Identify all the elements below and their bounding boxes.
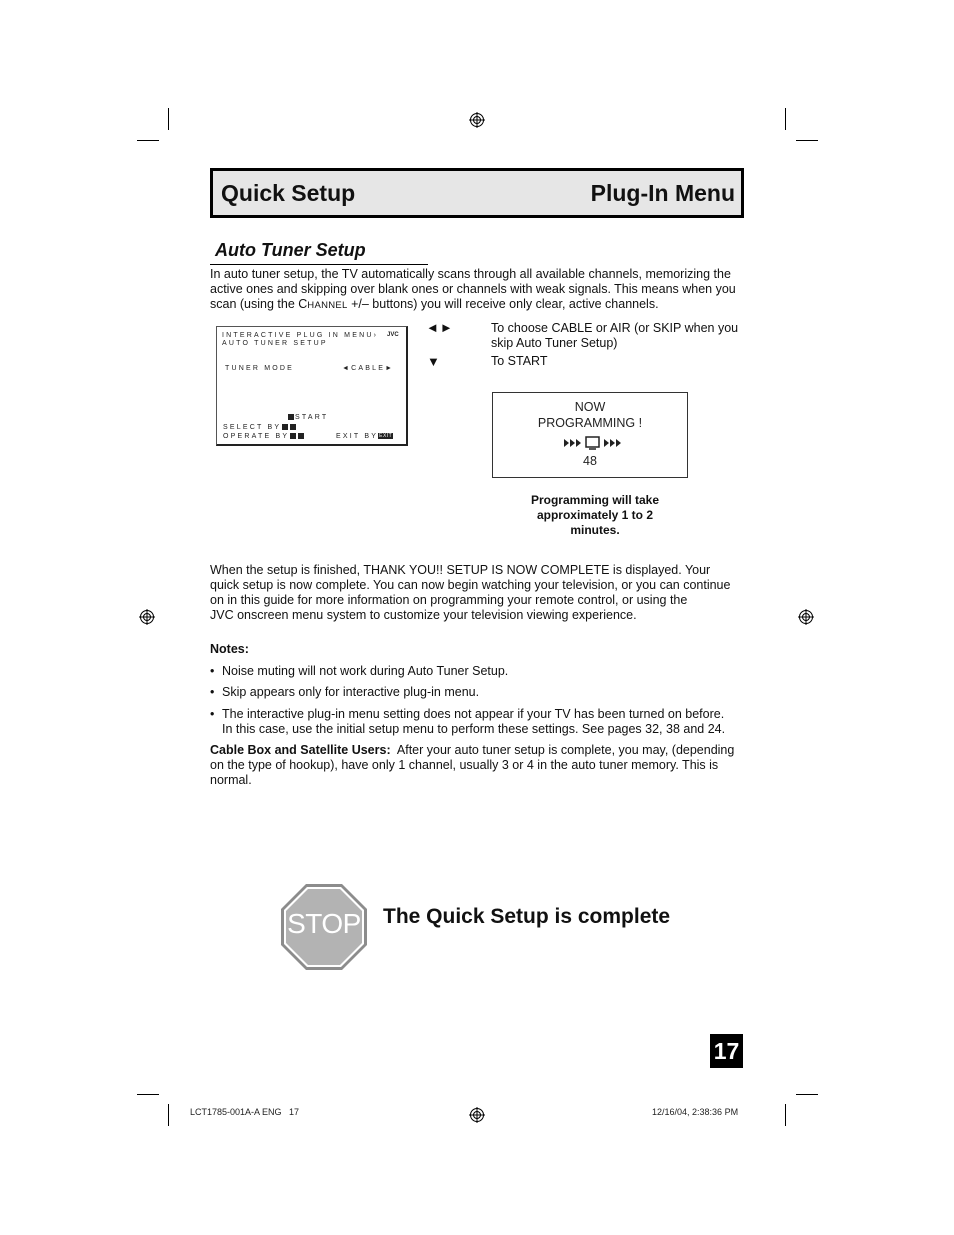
section-title: Auto Tuner Setup bbox=[215, 240, 366, 260]
programming-line: NOW bbox=[574, 400, 606, 414]
header-title-right: Plug-In Menu bbox=[590, 180, 735, 206]
right-arrow-icon: ► bbox=[385, 365, 395, 372]
finish-paragraph: When the setup is finished, THANK YOU!! SETUP IS NOW COMPLETE is displayed. Your quick setup is now complete. You can now begin watching your television, or you can continue on in this guide for more information on programming your remote control, or using the JVC onscreen menu system to customize your television viewing experience. bbox=[210, 563, 731, 622]
notes-title: Notes: bbox=[210, 642, 249, 656]
crop-mark bbox=[137, 1094, 159, 1095]
page-number: 17 bbox=[710, 1034, 743, 1068]
registration-mark-icon bbox=[469, 1107, 485, 1123]
section-rule bbox=[210, 264, 428, 265]
cable-paragraph: Cable Box and Satellite Users: After your auto tuner setup is complete, you may, (depending on the type of hookup), have only 1 channel, usually 3 or 4 in the auto tuner memory. This is normal. bbox=[210, 743, 735, 787]
bullet-icon: • bbox=[210, 664, 215, 678]
tuner-mode-label: TUNER MODE bbox=[225, 365, 295, 372]
intro-text: scan (using the C bbox=[210, 297, 308, 311]
tv-menu-subtitle: AUTO TUNER SETUP bbox=[222, 340, 328, 347]
jvc-logo: JVC bbox=[387, 332, 399, 338]
intro-line: In auto tuner setup, the TV automatically scans through all available channels, memorizing the bbox=[210, 267, 731, 281]
down-arrow-icon: ▼ bbox=[427, 354, 440, 369]
header-title-left: Quick Setup bbox=[221, 180, 356, 206]
tv-scan-icon bbox=[564, 436, 622, 450]
registration-mark-icon bbox=[469, 112, 485, 128]
select-hint: SELECT BY bbox=[223, 424, 297, 431]
crop-mark bbox=[785, 1104, 786, 1126]
footer-left: LCT1785-001A-A ENG 17 bbox=[190, 1107, 300, 1117]
bullet-icon: • bbox=[210, 707, 215, 721]
crop-mark bbox=[168, 108, 169, 130]
exit-hint: EXIT BYEXIT bbox=[336, 433, 393, 440]
programming-line: PROGRAMMING ! bbox=[537, 416, 643, 430]
up-key-icon bbox=[282, 424, 288, 430]
intro-line bbox=[210, 297, 750, 313]
instruction-item: To choose CABLE or AIR (or SKIP when you skip Auto Tuner Setup) bbox=[491, 321, 739, 350]
right-key-icon bbox=[298, 433, 304, 439]
crop-mark bbox=[796, 140, 818, 141]
page-header bbox=[210, 168, 744, 218]
down-key-icon bbox=[290, 424, 296, 430]
footer-right: 12/16/04, 2:38:36 PM bbox=[652, 1107, 739, 1117]
left-arrow-icon: ◄ bbox=[342, 365, 352, 372]
crop-mark bbox=[785, 108, 786, 130]
channel-smallcaps: HANNEL bbox=[307, 300, 348, 311]
instruction-item: To START bbox=[491, 354, 548, 368]
tuner-mode-value: ◄CABLE► bbox=[342, 365, 395, 372]
intro-line: active ones and skipping over blank ones or channels with weak signals. This means when you bbox=[210, 282, 736, 296]
tv-menu-screen bbox=[216, 326, 408, 446]
stop-sign-text: STOP bbox=[287, 908, 361, 939]
crop-mark bbox=[137, 140, 159, 141]
operate-hint: OPERATE BY bbox=[223, 433, 305, 440]
registration-mark-icon bbox=[139, 609, 155, 625]
completion-title: The Quick Setup is complete bbox=[383, 905, 671, 928]
programming-caption: Programming will take approximately 1 to 2 minutes. bbox=[530, 493, 660, 537]
tv-menu-title: INTERACTIVE PLUG IN MENU bbox=[222, 332, 374, 339]
down-key-icon bbox=[288, 414, 294, 420]
exit-key-icon: EXIT bbox=[379, 433, 393, 440]
crop-mark bbox=[168, 1104, 169, 1126]
start-hint: START bbox=[287, 414, 328, 421]
left-right-arrow-icon: ◄► bbox=[426, 320, 454, 335]
programming-screen bbox=[492, 392, 688, 478]
intro-paragraph bbox=[210, 267, 750, 313]
intro-text: +/– buttons) you will receive only clear, active channels. bbox=[347, 297, 659, 311]
bullet-icon: • bbox=[210, 685, 215, 699]
tv-menu-chevron: › bbox=[373, 332, 379, 339]
left-key-icon bbox=[290, 433, 296, 439]
crop-mark bbox=[796, 1094, 818, 1095]
cable-heading: Cable Box and Satellite Users: bbox=[210, 743, 391, 757]
channel-number: 48 bbox=[583, 454, 597, 468]
registration-mark-icon bbox=[798, 609, 814, 625]
